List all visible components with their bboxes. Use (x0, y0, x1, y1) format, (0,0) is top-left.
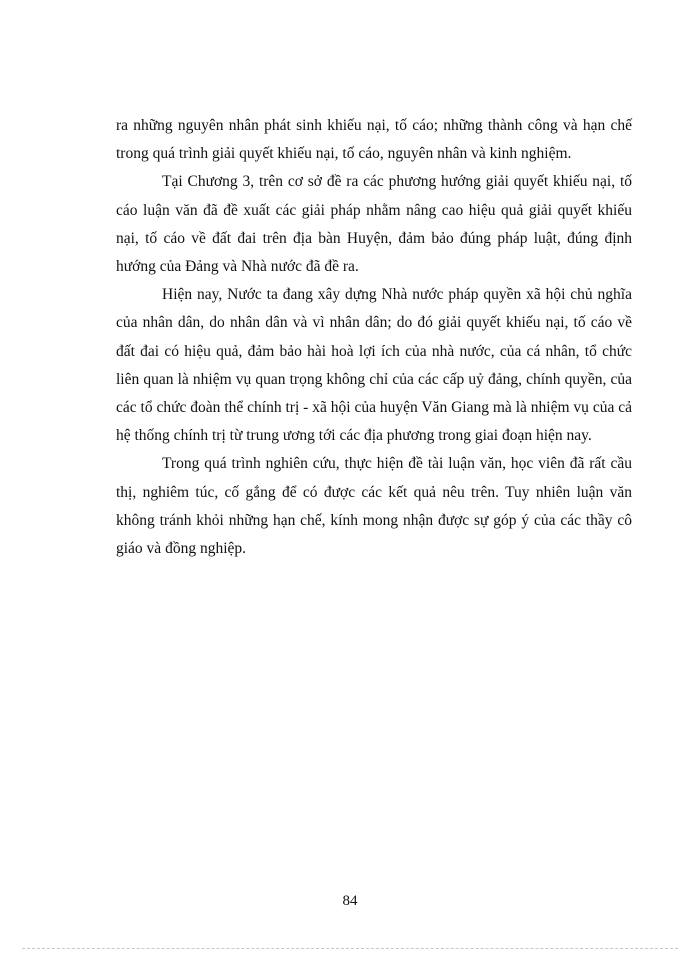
page-number: 84 (342, 893, 358, 909)
page-bottom-divider (22, 948, 678, 949)
paragraph-2: Tại Chương 3, trên cơ sở đề ra các phương hướng giải quyết khiếu nại, tố cáo luận văn đã đề xuất các giải pháp nhằm nâng cao hiệu quả giải quyết khiếu nại, tố cáo về đất đai trên địa bàn Huyện, đảm bảo đúng pháp luật, đúng định hướng của Đảng và Nhà nước đã đề ra. (116, 173, 632, 276)
paragraph-4: Trong quá trình nghiên cứu, thực hiện đề tài luận văn, học viên đã rất cầu thị, nghiêm túc, cố gắng để có được các kết quả nêu trên. Tuy nhiên luận văn không tránh khỏi những hạn chế, kính mong nhận được sự góp ý của các thầy cô giáo và đồng nghiệp. (116, 455, 632, 558)
body-text (116, 112, 632, 563)
paragraph-1: ra những nguyên nhân phát sinh khiếu nại, tố cáo; những thành công và hạn chế trong quá trình giải quyết khiếu nại, tố cáo, nguyên nhân và kinh nghiệm. (116, 117, 632, 163)
paragraph-3: Hiện nay, Nước ta đang xây dựng Nhà nước pháp quyền xã hội chủ nghĩa của nhân dân, do nhân dân và vì nhân dân; do đó giải quyết khiếu nại, tố cáo về đất đai có hiệu quả, đảm bảo hài hoà lợi ích của nhà nước, của cá nhân, tổ chức liên quan là nhiệm vụ quan trọng không chỉ của các cấp uỷ đảng, chính quyền, của các tổ chức đoàn thể chính trị - xã hội của huyện Văn Giang mà là nhiệm vụ của cả hệ thống chính trị từ trung ương tới các địa phương trong giai đoạn hiện nay. (116, 286, 632, 445)
